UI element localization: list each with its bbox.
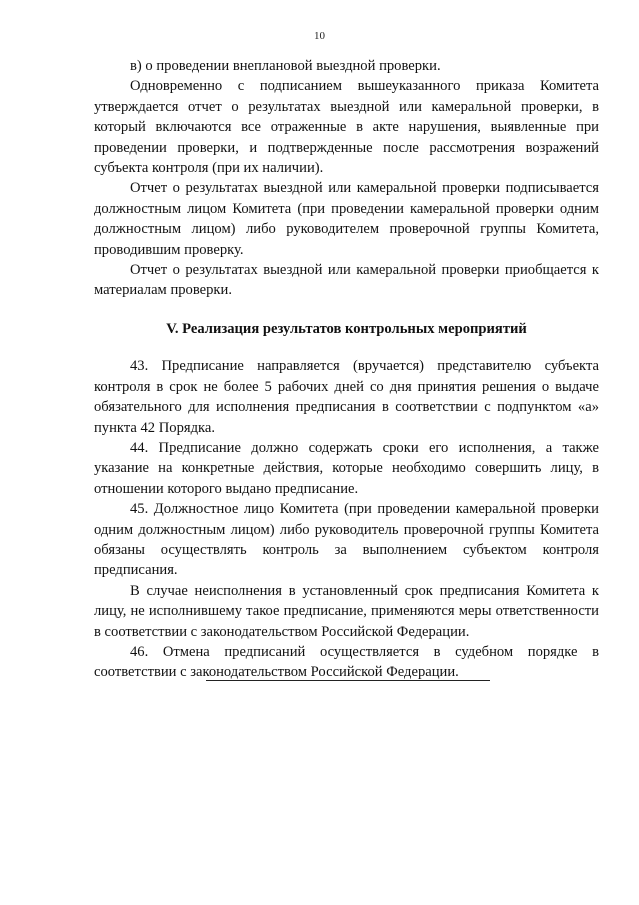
- section-title: V. Реализация результатов контрольных мероприятий: [166, 320, 527, 337]
- paragraph-report-signing: Отчет о результатах выездной или камеральной проверки подписывается должностным лицом Комитета (при проведении камеральной проверки одним должностным лицом) либо руководителем проверочной группы Комитета, проводившим проверку.: [94, 180, 599, 258]
- document-body: [94, 56, 599, 683]
- paragraph-item-v: в) о проведении внеплановой выездной проверки.: [130, 58, 441, 74]
- paragraph-report-attachment: Отчет о результатах выездной или камеральной проверки приобщается к материалам проверки.: [94, 262, 599, 299]
- paragraph-non-compliance: В случае неисполнения в установленный срок предписания Комитета к лицу, не исполнившему такое предписание, применяются меры ответственности в соответствии с законодательством Российской Федерации.: [94, 582, 599, 640]
- paragraph-43: 43. Предписание направляется (вручается) представителю субъекта контроля в срок не более 5 рабочих дней со дня принятия решения о выдаче обязательного для исполнения предписания в соответствии с подпунктом «а» пункта 42 Порядка.: [94, 358, 599, 436]
- paragraph-44: 44. Предписание должно содержать сроки его исполнения, а также указание на конкретные действия, которые необходимо совершить лицу, в отношении которого выдано предписание.: [94, 439, 599, 497]
- page-number: 10: [314, 30, 325, 42]
- end-of-document-rule: [206, 680, 490, 681]
- paragraph-45: 45. Должностное лицо Комитета (при проведении камеральной проверки одним должностным лицом) либо руководитель проверочной группы Комитета обязаны осуществлять контроль за выполнением субъектом контроля предписания.: [94, 501, 599, 579]
- paragraph-report-approval: Одновременно с подписанием вышеуказанного приказа Комитета утверждается отчет о результатах выездной или камеральной проверки, в который включаются все отраженные в акте нарушения, выявленные при проведении проверки, и подтвержденные после рассмотрения возражений субъекта контроля (при их наличии).: [94, 78, 599, 177]
- paragraph-46: 46. Отмена предписаний осуществляется в судебном порядке в соответствии с законодательством Российской Федерации.: [94, 643, 599, 681]
